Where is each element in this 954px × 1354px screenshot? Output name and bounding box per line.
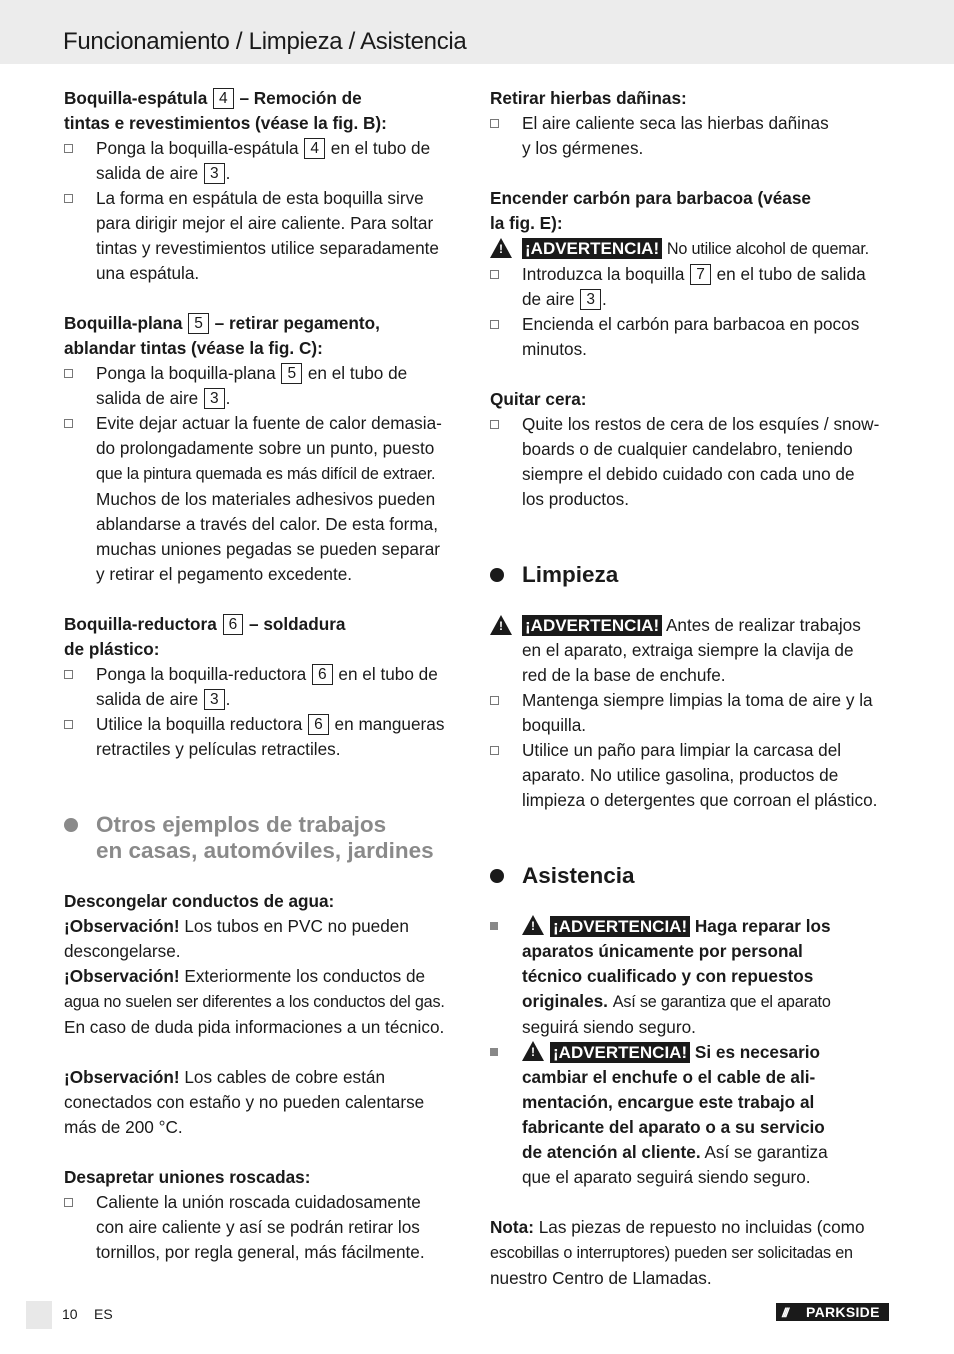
- language-code: ES: [94, 1306, 113, 1322]
- item-text: y retirar el pegamento excedente.: [96, 564, 353, 584]
- item-text: muchas uniones pegadas se pueden separar: [96, 539, 440, 559]
- spacer: [64, 864, 464, 889]
- section-heading-barbecue: [490, 186, 895, 236]
- item-text: minutos.: [522, 339, 587, 359]
- paragraph: [64, 1065, 464, 1140]
- part-number: 4: [213, 88, 234, 109]
- item-text: aparato. No utilice gasolina, productos de: [522, 765, 839, 785]
- heading-text: tintas e revestimientos (véase la fig. B):: [64, 113, 387, 133]
- page-title: Funcionamiento / Limpieza / Asistencia: [63, 28, 467, 55]
- part-number: 5: [188, 313, 209, 334]
- part-number: 3: [204, 388, 225, 409]
- bullet-dot-icon: [490, 568, 504, 582]
- item-text: Ponga la boquilla-espátula: [96, 138, 299, 158]
- list-item: [490, 738, 895, 813]
- part-number: 3: [204, 689, 225, 710]
- list-item: [64, 411, 464, 587]
- bullet-box-icon: [64, 369, 73, 378]
- item-text: Si es necesario: [694, 1042, 821, 1062]
- item-text: seguirá siendo seguro.: [522, 1017, 696, 1037]
- item-text: Así se garantiza: [704, 1142, 828, 1162]
- bullet-box-icon: [64, 670, 73, 679]
- note-text: Las piezas de repuesto no incluidas (como: [538, 1217, 865, 1237]
- logo-stripes-icon: ///: [782, 1305, 787, 1320]
- note-paragraph: [490, 1215, 895, 1291]
- item-text: Utilice un paño para limpiar la carcasa del: [522, 740, 842, 760]
- heading-text: Boquilla-plana: [64, 313, 183, 333]
- bullet-box-icon: [64, 144, 73, 153]
- spacer: [490, 362, 895, 387]
- note-text: nuestro Centro de Llamadas.: [490, 1268, 712, 1288]
- warning-triangle-icon: !: [522, 915, 544, 935]
- part-number: 6: [223, 614, 244, 635]
- bullet-dot-icon: [490, 869, 504, 883]
- section-heading-wax: Quitar cera:: [490, 389, 587, 409]
- bullet-box-icon: [490, 270, 499, 279]
- paragraph-text: En caso de duda pida informaciones a un técnico.: [64, 1017, 445, 1037]
- warning-triangle-icon: !: [490, 615, 512, 635]
- item-text: Encienda el carbón para barbacoa en pocos: [522, 314, 860, 334]
- item-text: La forma en espátula de esta boquilla sirve: [96, 188, 424, 208]
- item-text: técnico cualificado y con repuestos: [522, 966, 814, 986]
- item-text: para dirigir mejor el aire caliente. Para soltar: [96, 213, 434, 233]
- paragraph-text: agua no suelen ser diferentes a los conductos del gas.: [64, 993, 445, 1011]
- item-text: en mangueras: [334, 714, 445, 734]
- bullet-box-icon: [64, 1198, 73, 1207]
- bullet-box-icon: [64, 419, 73, 428]
- heading-text: Otros ejemplos de trabajos: [96, 812, 387, 837]
- note-text: escobillas o interruptores) pueden ser solicitadas en: [490, 1244, 853, 1262]
- section-heading-thaw: Descongelar conductos de agua:: [64, 891, 335, 911]
- heading-text: ablandar tintas (véase la fig. C):: [64, 338, 323, 358]
- list-item: Ponga la boquilla-reductora 6 en el tubo de salida de aire 3 .: [64, 662, 464, 712]
- section-heading-spatula: [64, 86, 464, 136]
- item-text: Así se garantiza que el aparato: [612, 993, 831, 1011]
- item-text: Muchos de los materiales adhesivos pueden: [96, 489, 436, 509]
- list-item: [490, 1040, 895, 1190]
- item-text: Ponga la boquilla-plana: [96, 363, 276, 383]
- right-column: [490, 86, 895, 1291]
- item-text: en el tubo de salida: [716, 264, 866, 284]
- item-text: cambiar el enchufe o el cable de ali-: [522, 1067, 816, 1087]
- item-text: Introduzca la boquilla: [522, 264, 685, 284]
- list-item: [490, 312, 895, 362]
- item-text: que la pintura quemada es más difícil de extraer.: [96, 465, 436, 483]
- item-text: salida de aire: [96, 689, 199, 709]
- heading-text: Asistencia: [522, 863, 635, 888]
- spacer: [64, 587, 464, 612]
- item-text: originales.: [522, 991, 608, 1011]
- parkside-logo: [776, 1303, 889, 1321]
- paragraph-text: descongelarse.: [64, 941, 181, 961]
- section-heading-flat: [64, 311, 464, 361]
- list-item: Introduzca la boquilla 7 en el tubo de salida de aire 3 .: [490, 262, 895, 312]
- heading-asistencia: [490, 863, 895, 889]
- spacer: [64, 762, 464, 812]
- paragraph: [64, 964, 464, 1040]
- item-text: Ponga la boquilla-reductora: [96, 664, 307, 684]
- spacer: [64, 286, 464, 311]
- page-header: [0, 0, 954, 64]
- paragraph-text: Exteriormente los conductos de: [184, 966, 426, 986]
- heading-text: Limpieza: [522, 562, 619, 587]
- item-text: en el tubo de: [330, 138, 431, 158]
- item-text: salida de aire: [96, 388, 199, 408]
- warning-line: [490, 613, 895, 688]
- spacer: [490, 161, 895, 186]
- item-text: boquilla.: [522, 715, 587, 735]
- warning-label: ¡ADVERTENCIA!: [550, 916, 690, 937]
- section-heading-weeds: Retirar hierbas dañinas:: [490, 88, 687, 108]
- spacer: [490, 889, 895, 914]
- part-number: 6: [312, 664, 333, 685]
- part-number: 3: [204, 163, 225, 184]
- item-text: de aire: [522, 289, 575, 309]
- list-item: [64, 1190, 464, 1265]
- item-text: con aire caliente y así se podrán retirar los: [96, 1217, 420, 1237]
- section-heading-reducer: [64, 612, 464, 662]
- paragraph-text: Los tubos en PVC no pueden: [184, 916, 409, 936]
- item-text: Utilice la boquilla reductora: [96, 714, 303, 734]
- item-text: mentación, encargue este trabajo al: [522, 1092, 815, 1112]
- heading-text: Boquilla-reductora: [64, 614, 217, 634]
- spacer: [490, 1190, 895, 1215]
- heading-text: – soldadura: [248, 614, 346, 634]
- item-text: boards o de cualquier candelabro, teniendo: [522, 439, 853, 459]
- list-item: Ponga la boquilla-espátula 4 en el tubo de salida de aire 3 .: [64, 136, 464, 186]
- paragraph-text: Los cables de cobre están: [184, 1067, 386, 1087]
- item-text: tintas y revestimientos utilice separadamente: [96, 238, 439, 258]
- item-text: ablandarse a través del calor. De esta forma,: [96, 514, 439, 534]
- heading-text: Boquilla-espátula: [64, 88, 208, 108]
- observation-label: ¡Observación!: [64, 1067, 180, 1087]
- warning-label: ¡ADVERTENCIA!: [522, 238, 662, 259]
- warning-text: en el aparato, extraiga siempre la clavija de: [522, 640, 854, 660]
- heading-text: la fig. E):: [490, 213, 563, 233]
- page-number: 10: [62, 1306, 78, 1322]
- item-text: los productos.: [522, 489, 630, 509]
- part-number: 6: [308, 714, 329, 735]
- list-item: [490, 914, 895, 1040]
- spacer: [490, 512, 895, 562]
- warning-label: ¡ADVERTENCIA!: [550, 1042, 690, 1063]
- list-item: [64, 712, 464, 762]
- bullet-box-icon: [490, 696, 499, 705]
- heading-text: de plástico:: [64, 639, 160, 659]
- heading-limpieza: [490, 562, 895, 588]
- list-item: [490, 688, 895, 738]
- item-text: tornillos, por regla general, más fácilmente.: [96, 1242, 425, 1262]
- item-text: Evite dejar actuar la fuente de calor demasia-: [96, 413, 442, 433]
- page-number-box: [26, 1301, 52, 1329]
- item-text: retractiles y películas retractiles.: [96, 739, 341, 759]
- list-item: Ponga la boquilla-plana 5 en el tubo de salida de aire 3 .: [64, 361, 464, 411]
- bullet-dot-icon: [64, 818, 78, 832]
- item-text: fabricante del aparato o a su servicio: [522, 1117, 825, 1137]
- item-text: Caliente la unión roscada cuidadosamente: [96, 1192, 421, 1212]
- heading-text: – Remoción de: [239, 88, 362, 108]
- part-number: 3: [580, 289, 601, 310]
- bullet-box-icon: [64, 194, 73, 203]
- note-label: Nota:: [490, 1217, 534, 1237]
- warning-text: red de la base de enchufe.: [522, 665, 726, 685]
- item-text: aparatos únicamente por personal: [522, 941, 803, 961]
- part-number: 5: [281, 363, 302, 384]
- section-heading-unscrew: Desapretar uniones roscadas:: [64, 1167, 311, 1187]
- item-text: y los gérmenes.: [522, 138, 644, 158]
- bullet-square-icon: [490, 922, 498, 930]
- spacer: [64, 1140, 464, 1165]
- item-text: una espátula.: [96, 263, 200, 283]
- paragraph-text: más de 200 °C.: [64, 1117, 183, 1137]
- spacer: [64, 1040, 464, 1065]
- part-number: 4: [304, 138, 325, 159]
- heading-text: – retirar pegamento,: [214, 313, 380, 333]
- left-column: [64, 86, 464, 1265]
- warning-triangle-icon: !: [522, 1041, 544, 1061]
- list-item: [490, 111, 895, 161]
- bullet-box-icon: [64, 720, 73, 729]
- observation-label: ¡Observación!: [64, 966, 180, 986]
- observation-label: ¡Observación!: [64, 916, 180, 936]
- item-text: Mantenga siempre limpias la toma de aire y la: [522, 690, 873, 710]
- paragraph-text: conectados con estaño y no pueden calentarse: [64, 1092, 425, 1112]
- item-text: en el tubo de: [307, 363, 408, 383]
- warning-text: Antes de realizar trabajos: [665, 615, 861, 635]
- heading-text: Encender carbón para barbacoa (véase: [490, 188, 811, 208]
- heading-text: en casas, automóviles, jardines: [96, 838, 434, 863]
- warning-label: ¡ADVERTENCIA!: [522, 615, 662, 636]
- warning-text: No utilice alcohol de quemar.: [666, 240, 869, 258]
- bullet-box-icon: [490, 320, 499, 329]
- heading-other-examples: [64, 812, 464, 864]
- item-text: siempre el debido cuidado con cada uno de: [522, 464, 855, 484]
- warning-line: [490, 236, 895, 262]
- item-text: El aire caliente seca las hierbas dañinas: [522, 113, 829, 133]
- item-text: do prolongadamente sobre un punto, puesto: [96, 438, 435, 458]
- item-text: Quite los restos de cera de los esquíes / snow-: [522, 414, 880, 434]
- bullet-square-icon: [490, 1048, 498, 1056]
- item-text: de atención al cliente.: [522, 1142, 701, 1162]
- brand-name: PARKSIDE: [806, 1304, 880, 1320]
- spacer: [490, 813, 895, 863]
- spacer: [490, 588, 895, 613]
- warning-triangle-icon: !: [490, 238, 512, 258]
- list-item: [490, 412, 895, 512]
- item-text: limpieza o detergentes que corroan el plástico.: [522, 790, 878, 810]
- part-number: 7: [690, 264, 711, 285]
- paragraph: [64, 914, 464, 964]
- bullet-box-icon: [490, 420, 499, 429]
- item-text: salida de aire: [96, 163, 199, 183]
- item-text: en el tubo de: [338, 664, 438, 684]
- bullet-box-icon: [490, 119, 499, 128]
- bullet-box-icon: [490, 746, 499, 755]
- item-text: que el aparato seguirá siendo seguro.: [522, 1167, 811, 1187]
- item-text: Haga reparar los: [694, 916, 831, 936]
- list-item: [64, 186, 464, 286]
